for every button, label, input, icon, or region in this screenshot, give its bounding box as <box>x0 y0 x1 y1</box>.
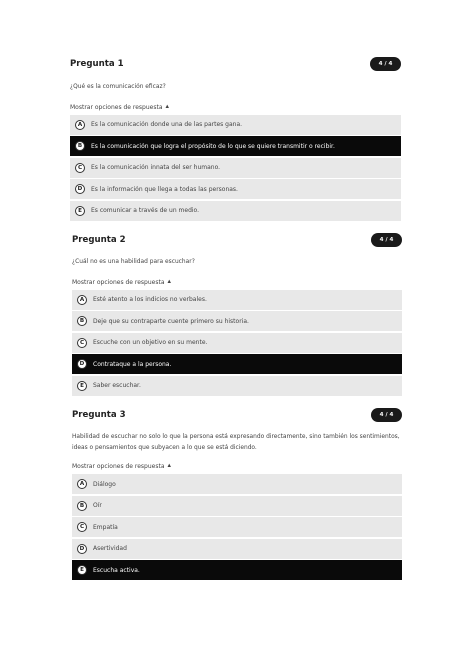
question-text-line: ¿Cuál no es una habilidad para escuchar? <box>72 259 195 265</box>
question-header <box>72 408 402 424</box>
option-e[interactable] <box>72 560 402 580</box>
option-d[interactable] <box>70 179 401 199</box>
option-letter-icon: E <box>77 381 87 391</box>
toggle-label: Mostrar opciones de respuesta <box>72 463 165 470</box>
option-text: Es la comunicación que logra el propósito de lo que se quiere transmitir o recibir. <box>91 142 335 150</box>
question-title: Pregunta 1 <box>70 59 124 69</box>
show-options-toggle[interactable] <box>72 279 402 286</box>
question-text <box>72 257 402 268</box>
score-badge: 4 / 4 <box>371 233 402 247</box>
question-text-line: ¿Qué es la comunicación eficaz? <box>70 84 166 90</box>
option-letter-icon: C <box>77 522 87 532</box>
question-text <box>72 432 402 453</box>
option-letter-icon: D <box>77 359 87 369</box>
option-letter-icon: E <box>75 206 85 216</box>
options-list <box>72 290 402 397</box>
toggle-label: Mostrar opciones de respuesta <box>72 278 165 286</box>
option-text: Es la comunicación donde una de las partes gana. <box>91 121 243 128</box>
option-c[interactable] <box>72 333 402 353</box>
question-title: Pregunta 2 <box>72 235 126 245</box>
question-text-line: ideas o pensamientos que subyacen a lo que se está diciendo. <box>72 444 257 451</box>
score-badge: 4 / 4 <box>370 57 401 71</box>
question-2 <box>72 233 402 397</box>
option-letter-icon: D <box>77 544 87 554</box>
option-e[interactable] <box>72 376 402 396</box>
option-letter-icon: D <box>75 184 85 194</box>
chevron-up-icon: ▲ <box>167 463 171 469</box>
option-c[interactable] <box>72 517 402 537</box>
chevron-up-icon: ▲ <box>167 279 171 284</box>
option-text: Empatía <box>93 523 118 531</box>
option-text: Es comunicar a través de un medio. <box>91 207 200 214</box>
option-text: Diálogo <box>93 480 116 488</box>
option-text: Esté atento a los indicios no verbales. <box>93 296 207 303</box>
option-letter-icon: B <box>77 316 87 326</box>
option-text: Es la comunicación innata del ser humano. <box>91 164 221 171</box>
question-text <box>70 82 401 93</box>
option-e[interactable] <box>70 201 401 221</box>
option-text: Asertividad <box>93 545 127 552</box>
show-options-toggle[interactable] <box>72 463 402 470</box>
option-a[interactable] <box>72 290 402 310</box>
option-letter-icon: B <box>77 501 87 511</box>
option-text: Deje que su contraparte cuente primero su historia. <box>93 317 249 325</box>
toggle-label: Mostrar opciones de respuesta <box>70 103 163 111</box>
option-letter-icon: C <box>75 163 85 173</box>
question-text-line: Habilidad de escuchar no solo lo que la persona está expresando directamente, sino también los sentimientos, <box>72 434 400 440</box>
option-d[interactable] <box>72 354 402 374</box>
options-list <box>70 115 401 222</box>
option-letter-icon: E <box>77 565 87 575</box>
option-b[interactable] <box>72 496 402 516</box>
option-letter-icon: A <box>77 295 87 305</box>
option-text: Escucha activa. <box>93 566 140 574</box>
question-header <box>72 233 402 249</box>
options-list <box>72 474 402 581</box>
option-b[interactable] <box>70 136 401 156</box>
score-badge: 4 / 4 <box>371 408 402 422</box>
option-a[interactable] <box>72 474 402 494</box>
option-text: Saber escuchar. <box>93 382 141 389</box>
option-a[interactable] <box>70 115 401 135</box>
option-text: Escuche con un objetivo en su mente. <box>93 339 208 346</box>
option-text: Oír <box>93 502 102 509</box>
option-text: Es la información que llega a todas las personas. <box>91 185 238 193</box>
option-d[interactable] <box>72 539 402 559</box>
option-c[interactable] <box>70 158 401 178</box>
chevron-up-icon: ▲ <box>165 104 169 109</box>
question-1 <box>70 57 401 222</box>
question-3 <box>72 408 402 581</box>
option-letter-icon: B <box>75 141 85 151</box>
option-b[interactable] <box>72 311 402 331</box>
option-letter-icon: C <box>77 338 87 348</box>
option-letter-icon: A <box>77 479 87 489</box>
question-header <box>70 57 401 73</box>
show-options-toggle[interactable] <box>70 104 401 111</box>
question-title: Pregunta 3 <box>72 410 126 420</box>
option-text: Contrataque a la persona. <box>93 360 172 368</box>
option-letter-icon: A <box>75 120 85 130</box>
